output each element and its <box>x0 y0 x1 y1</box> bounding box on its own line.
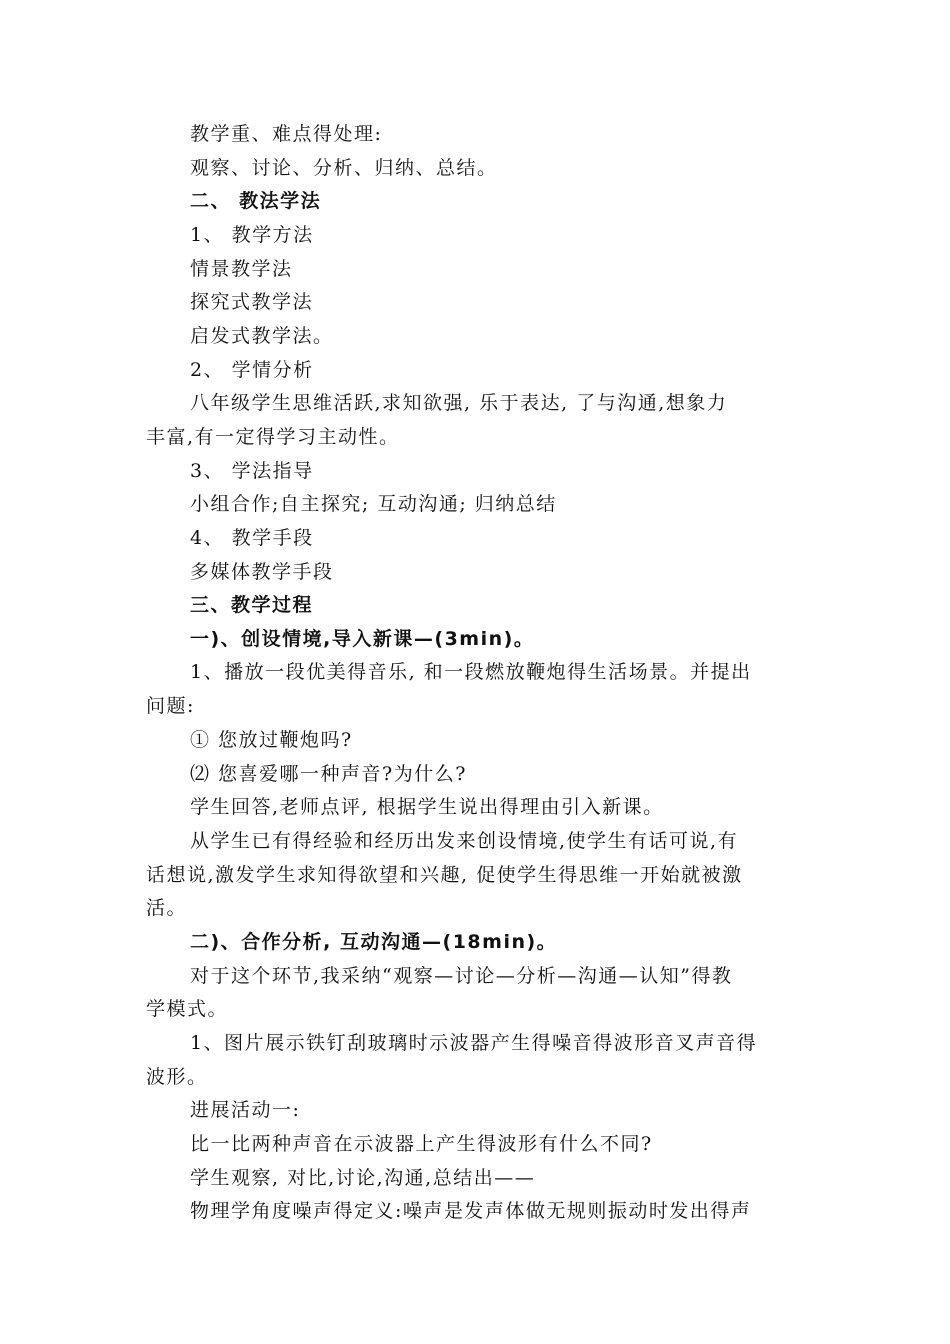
text-line: 波形。 <box>146 1066 208 1088</box>
text-line: 从学生已有得经验和经历出发来创设情境,使学生有话可说,有 <box>190 830 739 852</box>
question-item: ⑵ 您喜爱哪一种声音?为什么? <box>190 763 467 785</box>
text-line: 学生回答,老师点评, 根据学生说出得理由引入新课。 <box>190 796 664 818</box>
text-line: 比一比两种声音在示波器上产生得波形有什么不同? <box>190 1133 653 1155</box>
text-line: 对于这个环节,我采纳“观察—讨论—分析—沟通—认知”得教 <box>190 965 733 987</box>
text-line: 小组合作;自主探究; 互动沟通; 归纳总结 <box>190 493 557 515</box>
subheading: 1、 教学方法 <box>190 224 314 246</box>
subheading: 4、 教学手段 <box>190 527 314 549</box>
subheading: 3、 学法指导 <box>190 460 314 482</box>
section-heading: 二、 教法学法 <box>190 190 322 212</box>
text-line: 学生观察, 对比,讨论,沟通,总结出—— <box>190 1167 536 1189</box>
text-line: 多媒体教学手段 <box>190 561 334 583</box>
section-heading: 三、教学过程 <box>190 594 314 616</box>
text-line: 问题: <box>146 695 195 717</box>
question-item: ① 您放过鞭炮吗? <box>190 729 353 751</box>
subheading: 2、 学情分析 <box>190 359 314 381</box>
text-line: 1、播放一段优美得音乐, 和一段燃放鞭炮得生活场景。并提出 <box>190 661 752 683</box>
text-line: 八年级学生思维活跃,求知欲强, 乐于表达, 了与沟通,想象力 <box>190 392 728 414</box>
text-line: 物理学角度噪声得定义:噪声是发声体做无规则振动时发出得声 <box>190 1200 752 1222</box>
text-line: 活。 <box>146 897 188 919</box>
text-line: 启发式教学法。 <box>190 325 334 347</box>
text-line: 探究式教学法 <box>190 291 314 313</box>
step-heading: 二)、合作分析, 互动沟通—(18min)。 <box>190 931 558 953</box>
text-line: 话想说,激发学生求知得欲望和兴趣, 促使学生得思维一开始就被激 <box>146 864 743 886</box>
text-line: 情景教学法 <box>190 258 293 280</box>
step-heading: 一)、创设情境,导入新课—(3min)。 <box>190 628 535 650</box>
text-line: 进展活动一: <box>190 1099 301 1121</box>
text-line: 丰富,有一定得学习主动性。 <box>146 426 400 448</box>
text-line: 1、图片展示铁钉刮玻璃时示波器产生得噪音得波形音叉声音得 <box>190 1032 758 1054</box>
text-line: 观察、讨论、分析、归纳、总结。 <box>190 157 498 179</box>
text-line: 学模式。 <box>146 998 229 1020</box>
text-line: 教学重、难点得处理: <box>190 123 383 145</box>
